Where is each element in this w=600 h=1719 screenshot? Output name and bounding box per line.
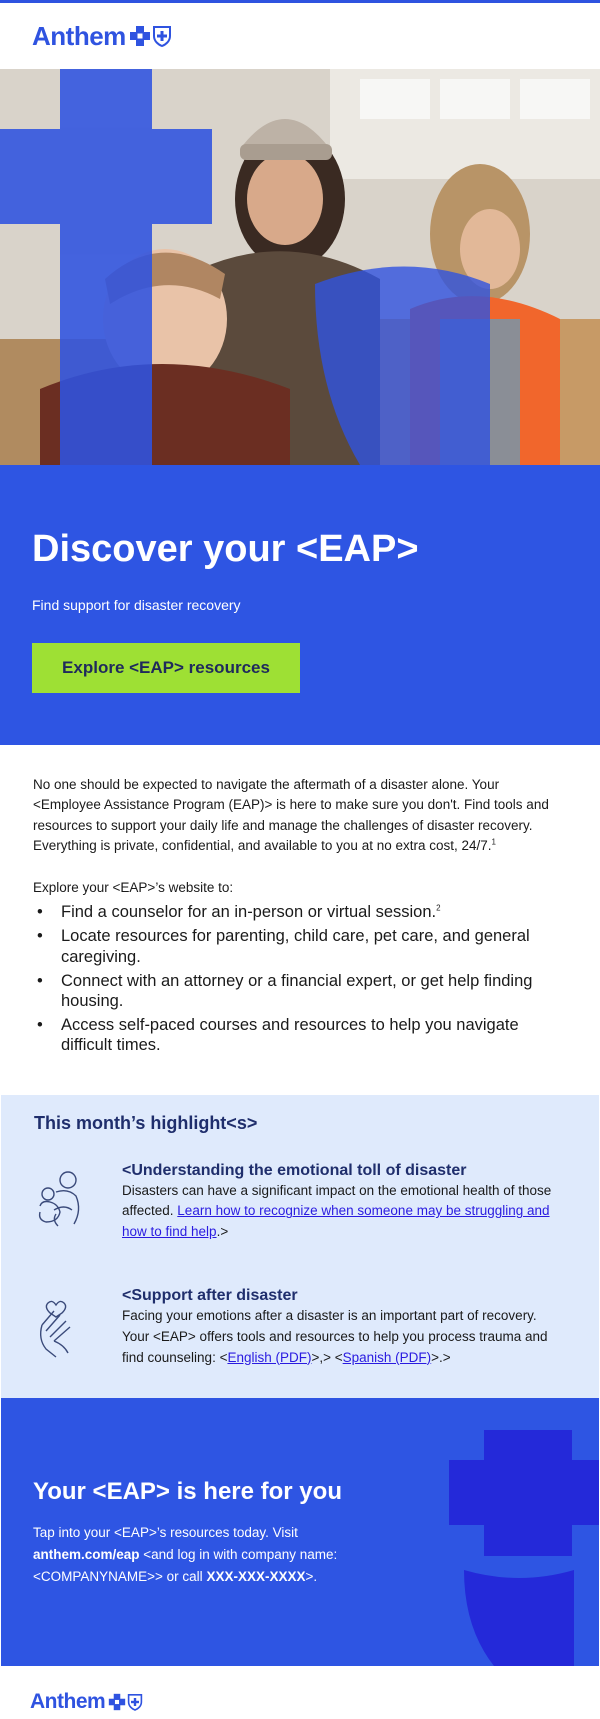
hug-icon [34,1162,122,1243]
logo-wordmark: Anthem [30,1690,106,1714]
highlight-item-support-after-disaster [34,1287,566,1368]
discover-banner [0,465,600,745]
highlight-body [122,1306,566,1369]
highlight-body-end: >.> [431,1349,451,1365]
highlight-body-text: Disasters can have a significant impact on the emotional health of those affected. [122,1182,552,1219]
spanish-pdf-link[interactable]: Spanish (PDF) [342,1349,432,1365]
eap-here-text [33,1522,393,1587]
intro-section [0,745,600,1095]
highlight-body [122,1181,566,1244]
decorative-cross-shield [449,1398,599,1666]
anthem-logo-footer[interactable] [30,1690,143,1714]
blue-shield-icon [152,25,172,47]
banner-subtitle: Find support for disaster recovery [32,596,241,613]
eap-text-2: <and log in with company name: <COMPANYNAME>> or call [33,1547,338,1584]
list-item [33,926,567,966]
highlights-title: This month’s highlight<s> [34,1113,258,1134]
footnote-2: 2 [436,903,441,913]
highlight-item-emotional-toll [34,1162,566,1243]
anthem-logo[interactable] [32,21,172,52]
highlight-body-text: Facing your emotions after a disaster is an important part of recovery. Your <EAP> offers tools and resources to help you process trauma and find counseling: < [122,1307,548,1365]
eap-here-title: Your <EAP> is here for you [33,1478,342,1506]
footnote-1: 1 [491,837,496,847]
list-item-text: Find a counselor for an in-person or virtual session. [61,903,437,922]
highlight-body-mid: >,> < [311,1349,343,1365]
highlights-section [1,1095,599,1398]
bcbs-marks [108,1693,143,1711]
explore-resources-button[interactable]: Explore <EAP> resources [32,643,300,693]
highlight-text [122,1162,566,1243]
list-item [33,1015,567,1055]
eap-url-link[interactable]: anthem.com/eap [33,1547,140,1563]
highlight-heading: <Support after disaster [122,1287,298,1305]
highlight-body-end: .> [216,1224,229,1240]
intro-paragraph-text: No one should be expected to navigate the aftermath of a disaster alone. Your <Employee Assistance Program (EAP)> is here to make sure you don't. Find tools and resources to support your daily life and manage the challenges of disaster recovery. Everything is private, confidential, and available to you at no extra cost, 24/7. [33,777,549,853]
recognize-struggling-link[interactable]: Learn how to recognize when someone may be struggling and how to find help [122,1203,550,1240]
list-item [33,902,567,922]
heart-hand-icon [34,1287,122,1368]
blue-cross-icon [108,1693,126,1711]
intro-paragraph [33,775,567,856]
banner-title: Discover your <EAP> [32,528,419,570]
benefits-list [33,902,567,1055]
list-item-text: Access self-paced courses and resources to help you navigate difficult times. [61,1015,519,1054]
blue-cross-icon [129,25,151,47]
list-item-text: Locate resources for parenting, child care, pet care, and general caregiving. [61,927,530,966]
bcbs-marks [129,25,172,47]
logo-wordmark: Anthem [32,20,126,51]
highlight-text [122,1287,566,1368]
eap-text-3: >. [305,1568,318,1584]
eap-text-1: Tap into your <EAP>’s resources today. Visit [33,1525,298,1541]
list-item-text: Connect with an attorney or a financial expert, or get help finding housing. [61,971,533,1010]
footer [0,1666,600,1719]
highlight-heading: <Understanding the emotional toll of disaster [122,1162,467,1180]
hero-image [0,69,600,465]
explore-label: Explore your <EAP>’s website to: [33,880,234,895]
header [0,3,600,69]
english-pdf-link[interactable]: English (PDF) [227,1349,312,1365]
blue-shield-icon [127,1693,143,1711]
eap-phone-number[interactable]: XXX-XXX-XXXX [206,1568,306,1584]
list-item [33,971,567,1011]
eap-here-banner [1,1398,599,1666]
